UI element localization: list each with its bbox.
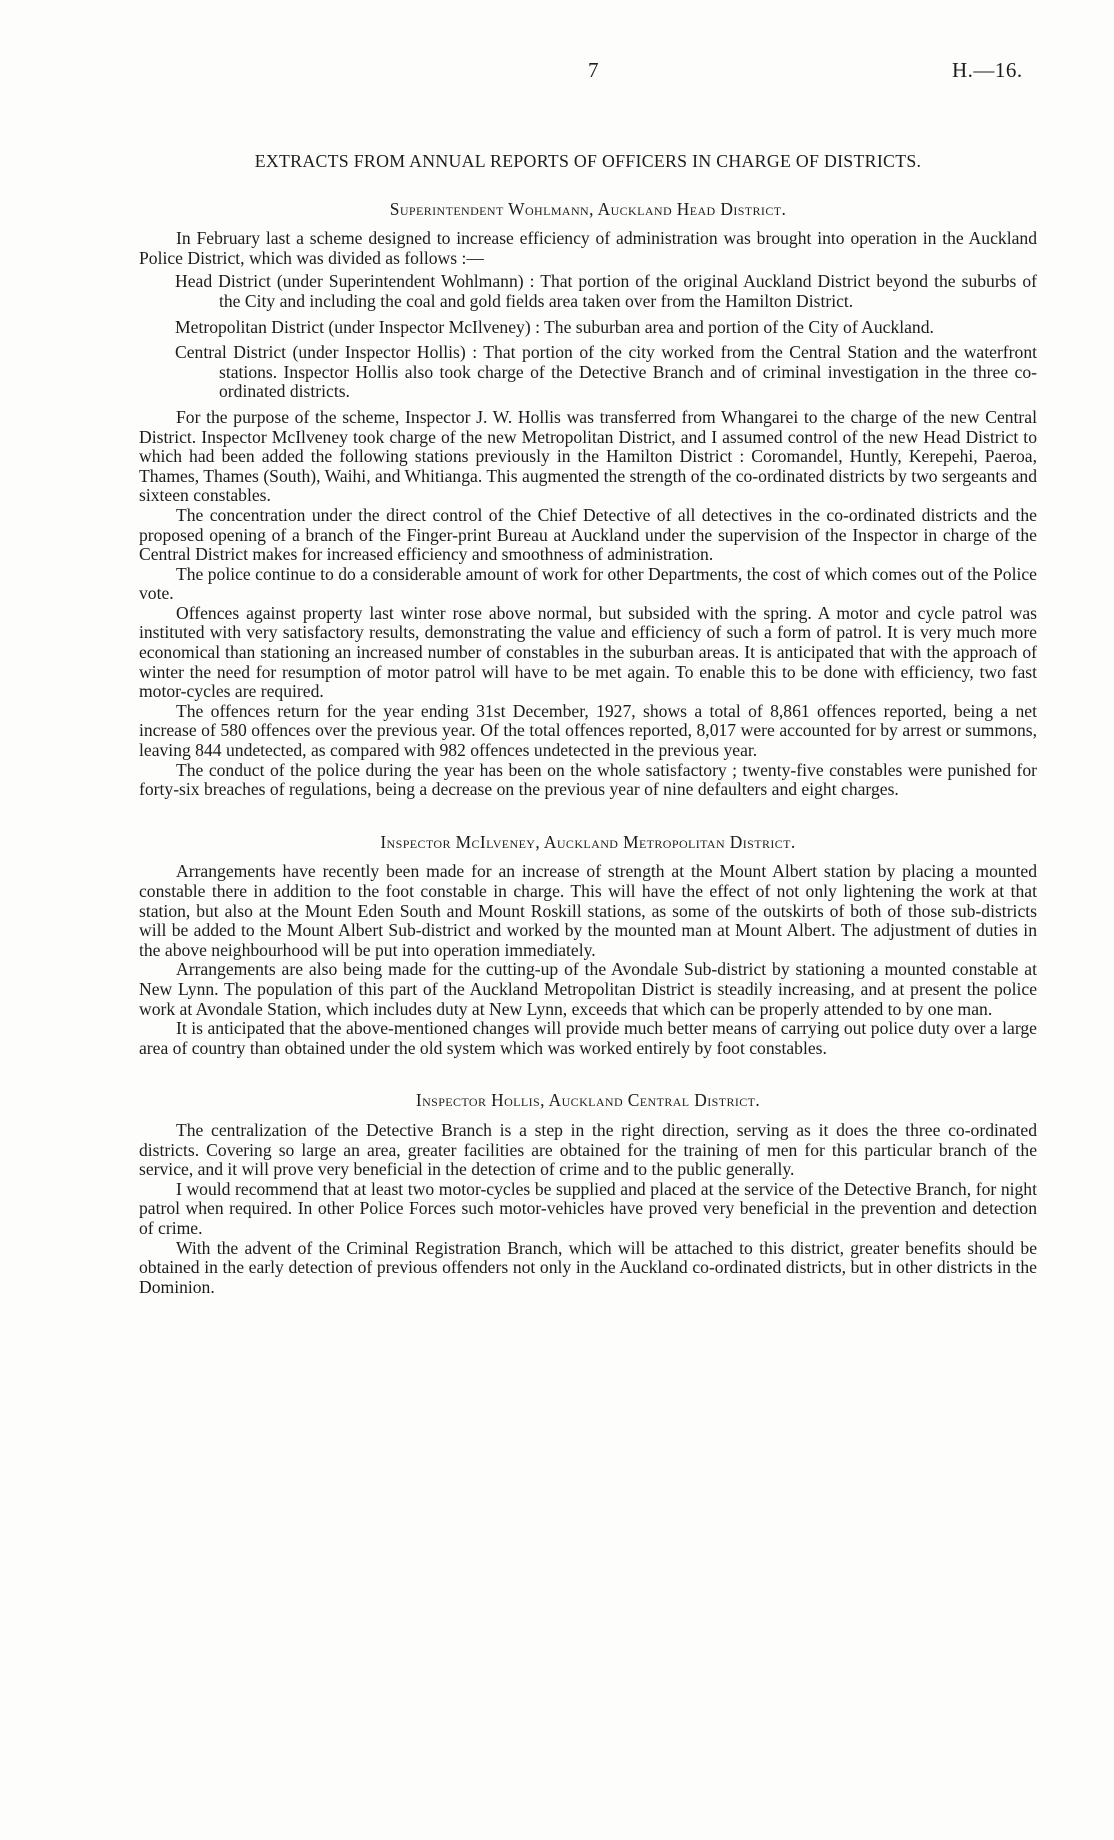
paragraph: The police continue to do a considerable amount of work for other Departments, the cost of which comes out of the Police vote.: [139, 563, 1037, 604]
section-head-district: [139, 200, 1037, 800]
document-body: [139, 152, 1037, 1330]
page-header: [0, 58, 1114, 88]
paragraph: I would recommend that at least two motor-cycles be supplied and placed at the service of the Detective Branch, for night patrol when required. In other Police Forces such motor-vehicles have proved very beneficial in the prevention and detection of crime.: [139, 1178, 1037, 1238]
paragraph: The conduct of the police during the year has been on the whole satisfactory ; twenty-five constables were punished for forty-six breaches of regulations, being a decrease on the previous year of nine defaulters and eight charges.: [139, 759, 1037, 800]
paragraph: In February last a scheme designed to increase efficiency of administration was brought into operation in the Auckland Police District, which was divided as follows :—: [139, 228, 1037, 268]
main-title: EXTRACTS FROM ANNUAL REPORTS OF OFFICERS IN CHARGE OF DISTRICTS.: [254, 151, 922, 171]
section-heading: Inspector Hollis, Auckland Central District.: [415, 1090, 761, 1111]
document-reference: H.—16.: [952, 58, 1023, 82]
paragraph: Arrangements have recently been made for an increase of strength at the Mount Albert station by placing a mounted constable there in addition to the foot constable in charge. This will have the effect of not only lightening the work at that station, but also at the Mount Eden South and Mount Roskill stations, as some of the outskirts of both of those sub-districts will be added to the Mount Albert Sub-district and worked by the mounted man at Mount Albert. The adjustment of duties in the above neighbourhood will be put into operation immediately.: [139, 861, 1037, 960]
paragraph: For the purpose of the scheme, Inspector J. W. Hollis was transferred from Whangarei to the charge of the new Central District. Inspector McIlveney took charge of the new Metropolitan District, and I assumed control of the new Head District to which had been added the following stations previously in the Hamilton District : Coromandel, Huntly, Kerepehi, Paeroa, Thames, Thames (South), Waihi, and Whitianga. This augmented the strength of the co-ordinated districts by two sergeants and sixteen constables.: [139, 406, 1037, 506]
district-list-item: Head District (under Superintendent Wohlmann) : That portion of the original Auckland District beyond the suburbs of the City and including the coal and gold fields area taken over from the Hamilton District.: [175, 271, 1037, 311]
district-list-item: Central District (under Inspector Hollis) : That portion of the city worked from the Central Station and the waterfront stations. Inspector Hollis also took charge of the Detective Branch and of criminal investigation in the three co-ordinated districts.: [175, 342, 1037, 402]
section-central-district: [139, 1091, 1037, 1297]
district-list-item: Metropolitan District (under Inspector McIlveney) : The suburban area and portion of the City of Auckland.: [175, 316, 934, 337]
paragraph: It is anticipated that the above-mentioned changes will provide much better means of carrying out police duty over a large area of country than obtained under the old system which was worked entirely by foot constables.: [139, 1018, 1037, 1058]
paragraph: The offences return for the year ending 31st December, 1927, shows a total of 8,861 offences reported, being a net increase of 580 offences over the previous year. Of the total offences reported, 8,017 were accounted for by arrest or summons, leaving 844 undetected, as compared with 982 offences undetected in the previous year.: [139, 700, 1037, 761]
section-metropolitan-district: [139, 833, 1037, 1059]
paragraph: Offences against property last winter rose above normal, but subsided with the spring. A motor and cycle patrol was instituted with very satisfactory results, demonstrating the value and efficiency of such a form of patrol. It is very much more economical than stationing an increased number of constables in the suburban areas. It is anticipated that with the approach of winter the need for resumption of motor patrol will have to be met again. To enable this to be done with efficiency, two fast motor-cycles are required.: [139, 602, 1037, 702]
paragraph: The concentration under the direct control of the Chief Detective of all detectives in the co-ordinated districts and the proposed opening of a branch of the Finger-print Bureau at Auckland under the supervision of the Inspector in charge of the Central District makes for increased efficiency and smoothness of administration.: [139, 504, 1037, 565]
section-heading: Inspector McIlveney, Auckland Metropolitan District.: [380, 831, 796, 852]
page-number: 7: [588, 58, 599, 82]
paragraph: The centralization of the Detective Branch is a step in the right direction, serving as it does the three co-ordinated districts. Covering so large an area, greater facilities are obtained for the training of men for this particular branch of the service, and it will prove very beneficial in the detection of crime and to the public generally.: [139, 1119, 1037, 1180]
paragraph: With the advent of the Criminal Registration Branch, which will be attached to this district, greater benefits should be obtained in the early detection of previous offenders not only in the Auckland co-ordinated districts, but in other districts in the Dominion.: [139, 1237, 1037, 1297]
section-heading: Superintendent Wohlmann, Auckland Head District.: [389, 198, 787, 219]
paragraph: Arrangements are also being made for the cutting-up of the Avondale Sub-district by stationing a mounted constable at New Lynn. The population of this part of the Auckland Metropolitan District is steadily increasing, and at present the police work at Avondale Station, which includes duty at New Lynn, exceeds that which can be properly attended to by one man.: [139, 959, 1037, 1019]
